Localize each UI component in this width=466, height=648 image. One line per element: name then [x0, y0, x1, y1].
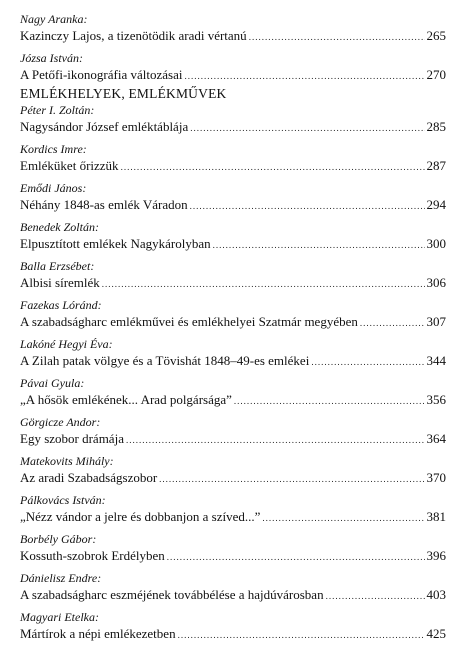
entry-page-number: 364: [426, 431, 446, 446]
section-heading: EMLÉKHELYEK, EMLÉKMŰVEK: [20, 86, 227, 101]
entry-line: [20, 430, 446, 447]
entry-page-number: 344: [426, 353, 446, 368]
dot-leader: [184, 68, 424, 85]
entry-line: [20, 391, 446, 408]
entry-title: Néhány 1848-as emlék Váradon: [20, 197, 188, 212]
entry-author: Borbély Gábor:: [20, 532, 97, 546]
entry-author: Benedek Zoltán:: [20, 220, 99, 234]
entry-page-number: 300: [426, 236, 446, 251]
entry-title: Albisi síremlék: [20, 275, 100, 290]
entry-page-number: 294: [426, 197, 446, 212]
toc-entry: [20, 51, 446, 83]
entry-page-number: 265: [426, 28, 446, 43]
entry-title: Az aradi Szabadságszobor: [20, 470, 158, 485]
dot-leader: [102, 276, 425, 293]
entry-author: Balla Erzsébet:: [20, 259, 95, 273]
toc-entry: [20, 415, 446, 447]
entry-title: Elpusztított emlékek Nagykárolyban: [20, 236, 211, 251]
entry-title: A Petőfi-ikonográfia változásai: [20, 67, 183, 82]
entry-line: [20, 508, 446, 525]
dot-leader: [167, 549, 425, 566]
entry-author: Dánielisz Endre:: [20, 571, 102, 585]
toc-entry: [20, 259, 446, 291]
dot-leader: [126, 432, 425, 449]
toc-entry: [20, 142, 446, 174]
table-of-contents: [20, 12, 446, 642]
entry-title: Egy szobor drámája: [20, 431, 124, 446]
entry-author: Emődi János:: [20, 181, 87, 195]
toc-entry: [20, 298, 446, 330]
entry-author: Kordics Imre:: [20, 142, 87, 156]
dot-leader: [360, 315, 425, 332]
dot-leader: [190, 198, 425, 215]
entry-line: [20, 118, 446, 135]
entry-page-number: 307: [426, 314, 446, 329]
entry-page-number: 287: [426, 158, 446, 173]
entry-line: [20, 235, 446, 252]
entry-line: [20, 196, 446, 213]
entry-line: [20, 27, 446, 44]
toc-entry: [20, 220, 446, 252]
entry-page-number: 306: [426, 275, 446, 290]
entry-title: Nagysándor József emléktáblája: [20, 119, 189, 134]
entry-line: [20, 157, 446, 174]
entry-page-number: 370: [426, 470, 446, 485]
entry-title: Emléküket őrizzük: [20, 158, 119, 173]
entry-line: [20, 313, 446, 330]
entry-title: „Nézz vándor a jelre és dobbanjon a szíved...”: [20, 509, 261, 524]
entry-title: Kossuth-szobrok Erdélyben: [20, 548, 165, 563]
toc-entry: [20, 103, 446, 135]
toc-entry: [20, 12, 446, 44]
toc-entry: [20, 376, 446, 408]
toc-entry: [20, 610, 446, 642]
dot-leader: [213, 237, 425, 254]
toc-entry: [20, 337, 446, 369]
dot-leader: [121, 159, 425, 176]
entry-author: Magyari Etelka:: [20, 610, 99, 624]
entry-title: A szabadságharc eszméjének továbbélése a hajdúvárosban: [20, 587, 324, 602]
toc-entry: [20, 532, 446, 564]
entry-line: [20, 469, 446, 486]
entry-line: [20, 274, 446, 291]
toc-entry: [20, 454, 446, 486]
entry-title: A szabadságharc emlékművei és emlékhelyei Szatmár megyében: [20, 314, 358, 329]
entry-title: Mártírok a népi emlékezetben: [20, 626, 176, 641]
entry-author: Matekovits Mihály:: [20, 454, 114, 468]
toc-entry: [20, 181, 446, 213]
dot-leader: [249, 29, 425, 46]
entry-author: Nagy Aranka:: [20, 12, 88, 26]
entry-author: Lakóné Hegyi Éva:: [20, 337, 113, 351]
entry-line: [20, 66, 446, 83]
entry-title: „A hősök emlékének... Arad polgársága”: [20, 392, 232, 407]
toc-entry: [20, 571, 446, 603]
entry-line: [20, 625, 446, 642]
entry-page-number: 396: [426, 548, 446, 563]
dot-leader: [178, 627, 425, 644]
entry-page-number: 425: [426, 626, 446, 641]
dot-leader: [159, 471, 424, 488]
dot-leader: [262, 510, 424, 527]
dot-leader: [190, 120, 424, 137]
dot-leader: [326, 588, 425, 605]
entry-author: Pálkovács István:: [20, 493, 106, 507]
entry-title: A Zilah patak völgye és a Tövishát 1848–49-es emlékei: [20, 353, 310, 368]
entry-page-number: 270: [426, 67, 446, 82]
entry-page-number: 381: [426, 509, 446, 524]
entry-author: Péter I. Zoltán:: [20, 103, 95, 117]
entry-author: Fazekas Lóránd:: [20, 298, 102, 312]
entry-page-number: 403: [426, 587, 446, 602]
entry-line: [20, 586, 446, 603]
entry-page-number: 285: [426, 119, 446, 134]
entry-line: [20, 352, 446, 369]
toc-entry: [20, 493, 446, 525]
entry-line: [20, 547, 446, 564]
entry-page-number: 356: [426, 392, 446, 407]
dot-leader: [234, 393, 425, 410]
entry-author: Józsa István:: [20, 51, 83, 65]
entry-title: Kazinczy Lajos, a tizenötödik aradi vértanú: [20, 28, 247, 43]
entry-author: Pávai Gyula:: [20, 376, 85, 390]
entry-author: Görgicze Andor:: [20, 415, 101, 429]
dot-leader: [311, 354, 424, 371]
